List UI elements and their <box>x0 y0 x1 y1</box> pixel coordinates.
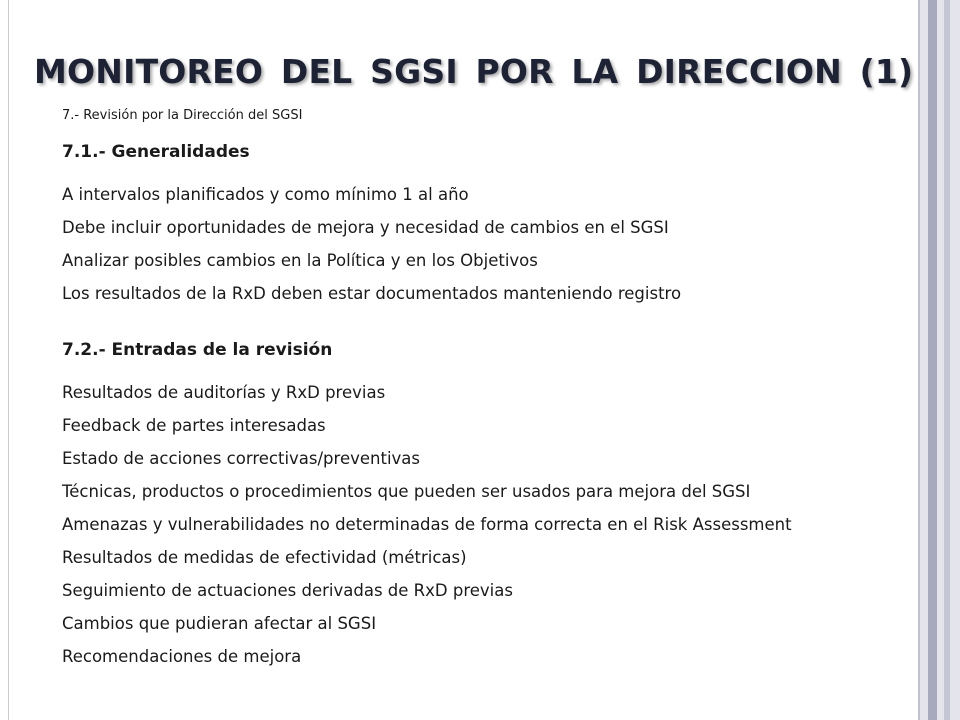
section-entradas <box>62 338 912 673</box>
list-item: Cambios que pudieran afectar al SGSI <box>62 614 377 633</box>
list-item: Resultados de medidas de efectividad (métricas) <box>62 548 467 567</box>
list-item: Amenazas y vulnerabilidades no determinadas de forma correcta en el Risk Assessment <box>62 515 792 534</box>
generalidades-list <box>62 178 912 310</box>
list-item: Los resultados de la RxD deben estar documentados manteniendo registro <box>62 284 682 303</box>
right-stripe-b <box>928 0 937 720</box>
list-item: A intervalos planificados y como mínimo 1 al año <box>62 185 469 204</box>
entradas-list <box>62 376 912 673</box>
section-title: 7.2.- Entradas de la revisión <box>62 340 333 360</box>
list-item: Técnicas, productos o procedimientos que pueden ser usados para mejora del SGSI <box>62 482 751 501</box>
right-stripe-a <box>918 0 920 720</box>
section-title: 7.1.- Generalidades <box>62 142 250 162</box>
list-item: Seguimiento de actuaciones derivadas de RxD previas <box>62 581 513 600</box>
right-decorative-band <box>918 0 960 720</box>
document-excerpt <box>62 106 912 673</box>
list-item: Feedback de partes interesadas <box>62 416 326 435</box>
list-item: Recomendaciones de mejora <box>62 647 302 666</box>
left-border-line <box>8 0 9 720</box>
list-item: Estado de acciones correctivas/preventivas <box>62 449 421 468</box>
document-heading: 7.- Revisión por la Dirección del SGSI <box>62 108 303 123</box>
list-item: Analizar posibles cambios en la Política y en los Objetivos <box>62 251 538 270</box>
slide-title: MONITOREO DEL SGSI POR LA DIRECCION (1) <box>34 52 914 91</box>
right-stripe-c <box>944 0 950 720</box>
list-item: Resultados de auditorías y RxD previas <box>62 383 386 402</box>
section-generalidades <box>62 140 912 310</box>
list-item: Debe incluir oportunidades de mejora y necesidad de cambios en el SGSI <box>62 218 669 237</box>
